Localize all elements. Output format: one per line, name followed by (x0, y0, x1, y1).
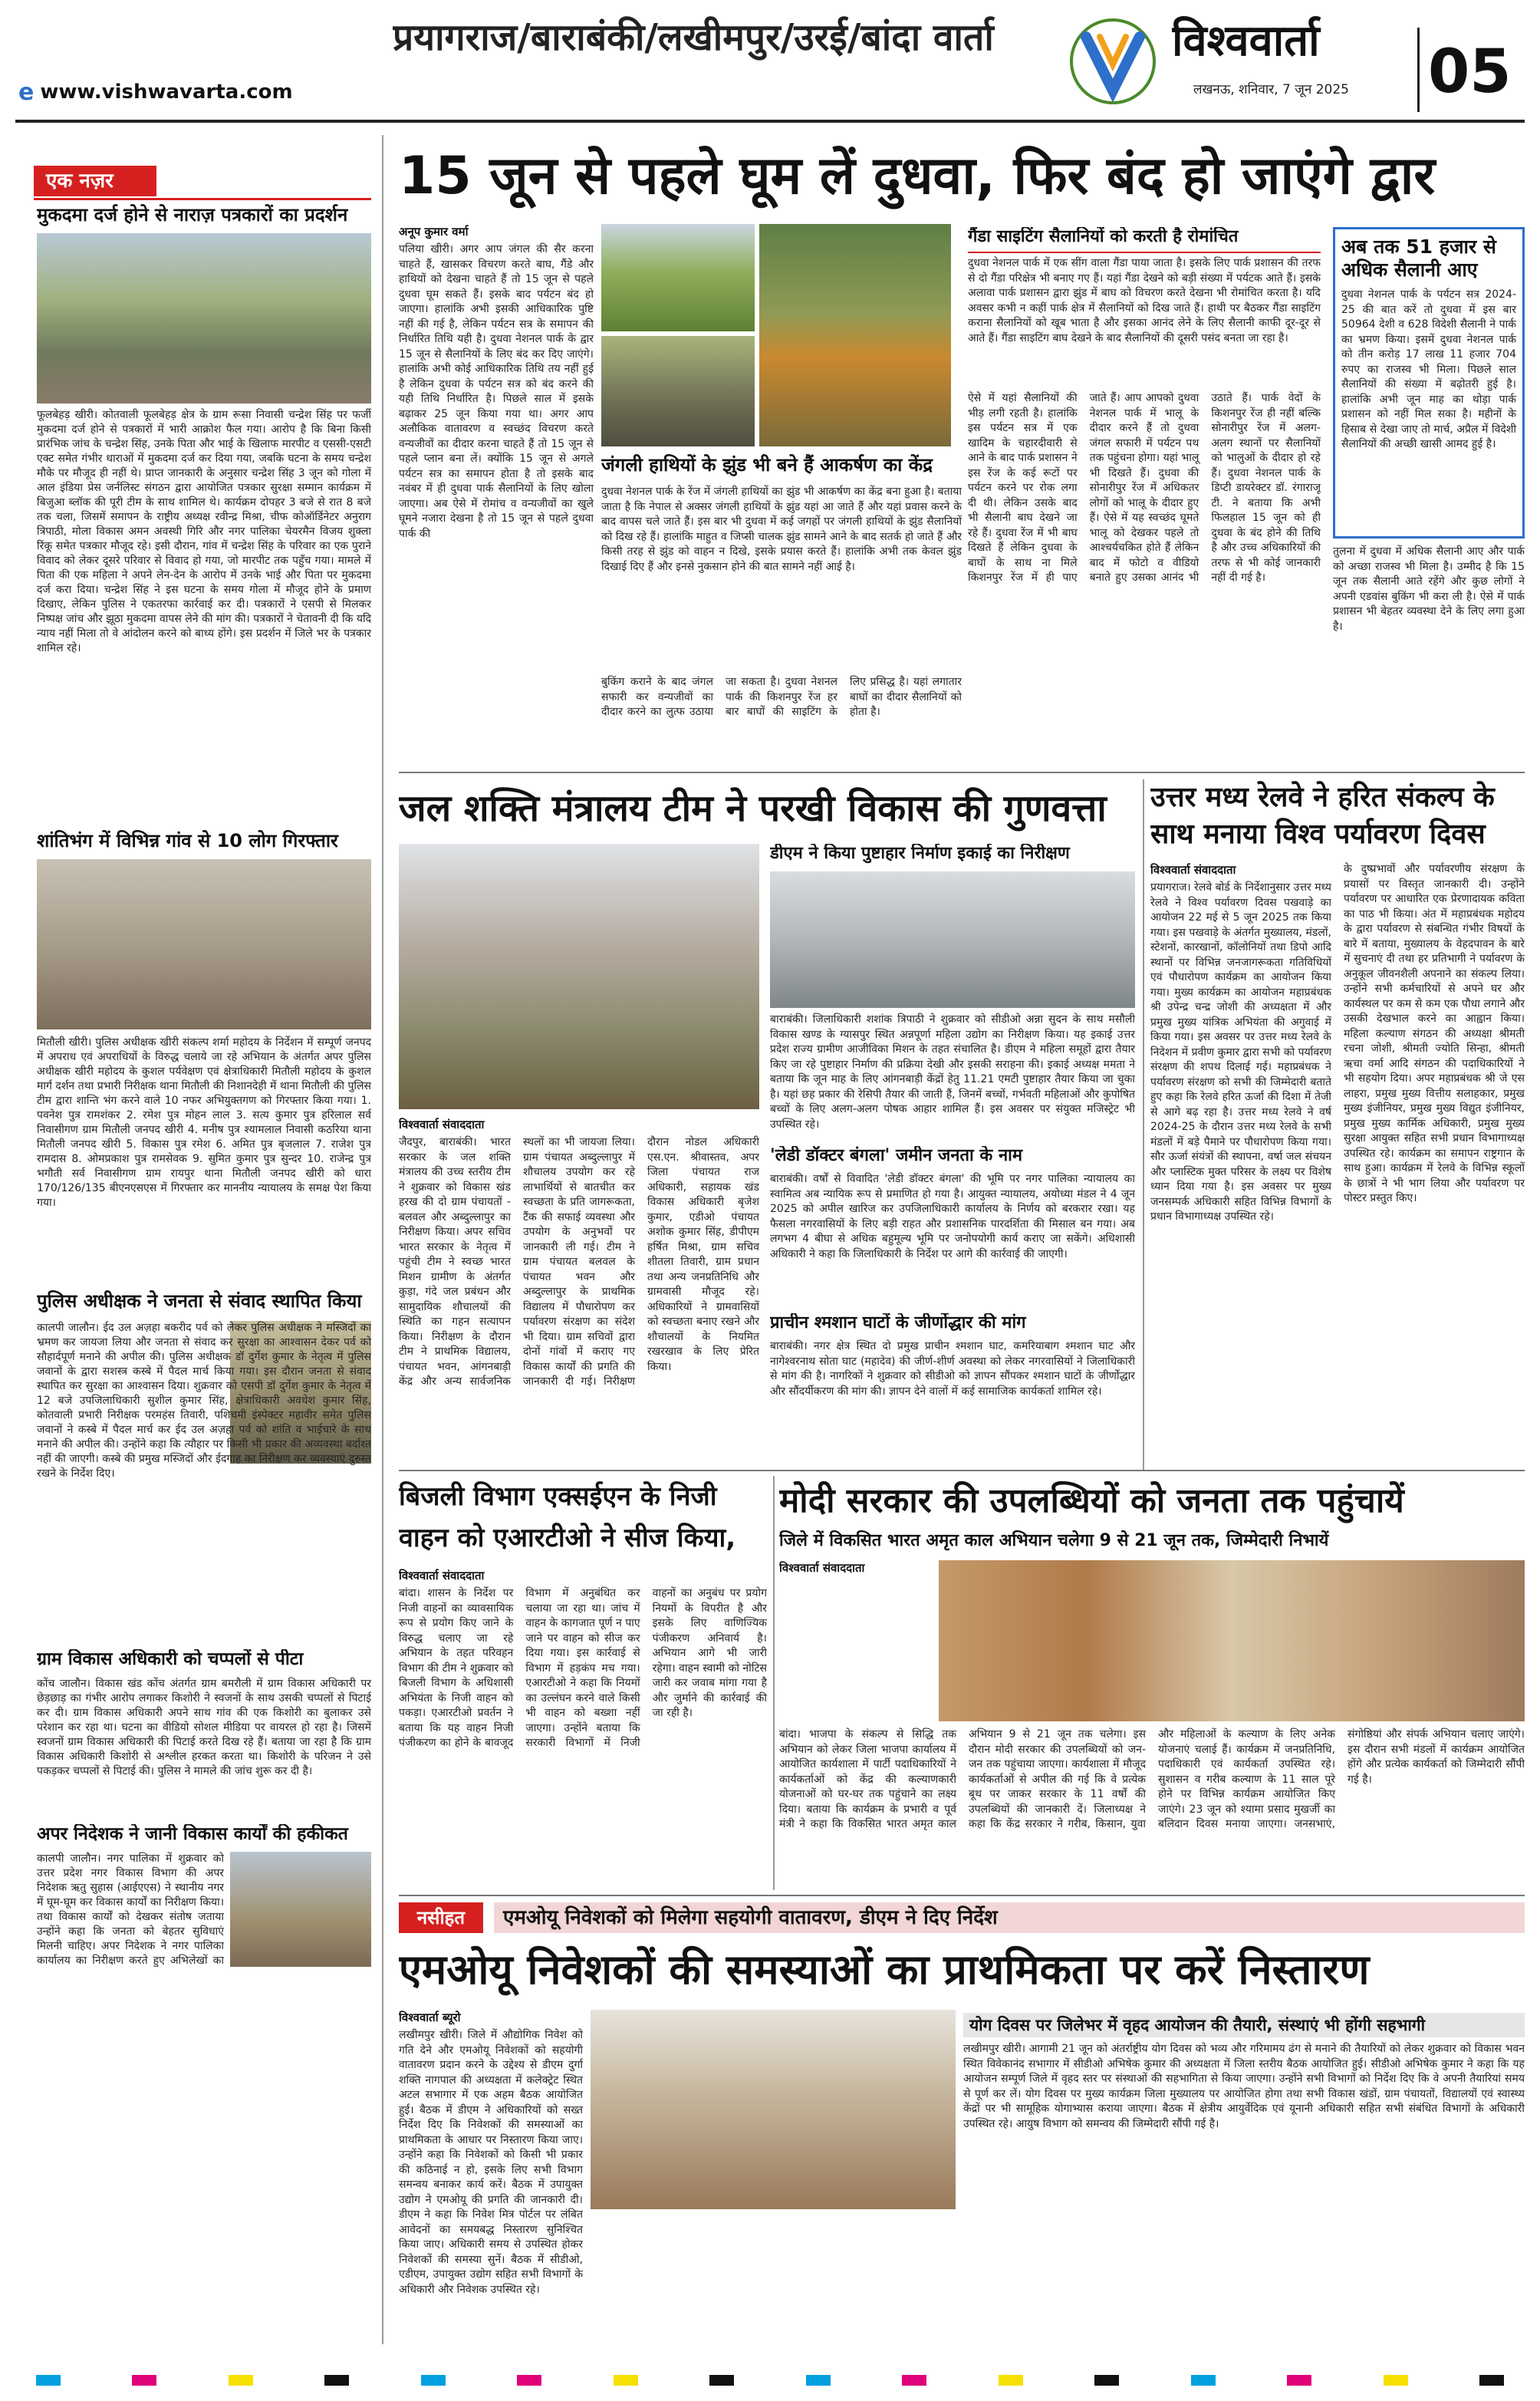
sidebar-story4-title: ग्राम विकास अधिकारी को चप्पलों से पीटा (37, 1649, 304, 1669)
sidebar-story4-body: कोंच जालौन। विकास खंड कोंच अंतर्गत ग्राम बमरौली में ग्राम विकास अधिकारी पर छेड़छाड़ का गंभीर आरोप लगाकर किशोरी ने स्वजनों के साथ उसकी चप्पलों से पिटाई कर दी। ग्राम विकास अधिकारी अपने साथ गांव की एक किशोरी का बुलाकर उसे परेशान कर रहा था। घटना का वीडियो सोशल मीडिया पर वायरल हो रहा है। जिसमें स्वजनों ग्राम विकास अधिकारी की पिटाई करते दिख रहे हैं। बताया जा रहा है कि ग्राम विकास अधिकारी किशोरी से अश्लील हरकत करता था। किशोरी के परिजन ने उसे पकड़कर चप्पलों से पिटाई की। पुलिस ने मामले की जांच शुरू कर दी है। (37, 1678, 371, 1777)
logo-icon (1055, 15, 1170, 107)
lead-bottom-rule (399, 772, 1525, 773)
nutrition-unit-body: बाराबंकी। जिलाधिकारी शशांक त्रिपाठी ने शुक्रवार को सीडीओ अन्ना सुदन के साथ मसौली विकास खण्ड के ग्यासपुर स्थित अन्नपूर्णा महिला उद्योग का निरीक्षण किया। यह इकाई उत्तर प्रदेश राज्य ग्रामीण आजीविका मिशन के तहत संचालित है। डीएम ने महिला समूहों द्वारा तैयार किए जा रहे पुष्टाहार निर्माण की प्रक्रिया देखी और इसकी सराहना की। इकाई अध्यक्ष ममता ने बताया कि जून माह के लिए आंगनबाड़ी केंद्रों हेतु 11.21 एमटी पुष्टाहार तैयार किया जा चुका है। यहां छह प्रकार की रेसिपी तैयार की जाती हैं, जिनमें बच्चों, गर्भवती महिलाओं और कुपोषित बच्चों के लिए अलग-अलग पोषक आहार शामिल हैं। इस अवसर पर संयुक्त मजिस्ट्रेट भी उपस्थित रहे। (770, 1013, 1135, 1131)
modi-subhead: जिले में विकसित भारत अमृत काल अभियान चलेगा 9 से 21 जून तक, जिम्मेदारी निभायें (779, 1531, 1329, 1550)
masthead-divider (1417, 28, 1420, 112)
modi-photo-workshop (939, 1560, 1525, 1721)
jal-photo-plantation (399, 844, 759, 1109)
color-mark (1384, 2375, 1408, 2386)
jal-headline: जल शक्ति मंत्रालय टीम ने परखी विकास की गुणवत्ता (399, 787, 1107, 830)
nutrition-unit-title: डीएम ने किया पुष्टाहार निर्माण इकाई का निरीक्षण (770, 844, 1070, 863)
lead-headline: 15 जून से पहले घूम लें दुधवा, फिर बंद हो जाएंगे द्वार (399, 146, 1436, 206)
sidebar-story1-title: मुकदमा दर्ज होने से नाराज़ पत्रकारों का प्रदर्शन (37, 204, 348, 226)
lead-photo-tiger (759, 224, 951, 446)
bijli-headline: बिजली विभाग एक्सईएन के निजी वाहन को एआरटीओ ने सीज किया, (399, 1481, 736, 1553)
color-mark (902, 2375, 926, 2386)
color-mark (1479, 2375, 1504, 2386)
color-mark (229, 2375, 253, 2386)
bungalow-body: बाराबंकी। वर्षों से विवादित 'लेडी डॉक्टर बंगला' की भूमि पर नगर पालिका न्यायालय का स्वामित्व अब न्यायिक रूप से प्रमाणित हो गया है। आयुक्त न्यायालय, अयोध्या मंडल ने 4 जून 2025 को अपील खारिज कर उपजिलाधिकारी कार्यालय के निर्णय को बरकरार रखा। यह फैसला नगरवासियों के लिए बड़ी राहत और प्रशासनिक पारदर्शिता की मिसाल बन गया। अब लगभग 4 बीघा से अधिक बहुमूल्य भूमि पर जनोपयोगी कार्य कराए जा सकेंगे। अधिशासी अधिकारी ने कहा कि जिलाधिकारी के निर्देश पर आगे की कार्रवाई की जाएगी। (770, 1173, 1135, 1260)
nutrition-unit-photo (770, 871, 1135, 1008)
tourist-stat-body: दुधवा नेशनल पार्क के पर्यटन सत्र 2024-25 की बात करें तो दुधवा में इस बार 50964 देशी व 628 विदेशी सैलानी ने पार्क का भ्रमण किया। इसमें दुधवा नेशनल पार्क को तीन करोड़ 17 लाख 11 हजार 704 रुपए का राजस्व भी मिला। पिछले साल सैलानियों की संख्या में बढ़ोतरी हुई है। हालांकि अभी जून माह का थोड़ा पार्क प्रशासन को नहीं मिल सका है। महीनों के हिसाब से देखा जाए तो मार्च, अप्रैल में विदेशी सैलानियों की अच्छी खासी आमद हुई है। (1341, 288, 1516, 450)
color-mark (421, 2375, 446, 2386)
mou-headline: एमओयू निवेशकों की समस्याओं का प्राथमिकता पर करें निस्तारण (399, 1945, 1370, 1994)
jal-byline: विश्ववार्ता संवाददाता (399, 1118, 485, 1131)
bijli-divider (773, 1476, 775, 1890)
tourist-stat-box (1333, 227, 1525, 538)
rail-byline: विश्ववार्ता संवाददाता (1150, 863, 1236, 877)
color-mark (999, 2375, 1023, 2386)
color-mark (709, 2375, 734, 2386)
modi-byline: विश्ववार्ता संवाददाता (779, 1561, 865, 1575)
lead-body-continued: बुकिंग कराने के बाद जंगल सफारी कर वन्यजीवों का दीदार करने का लुत्फ उठाया जा सकता है। दुधवा नेशनल पार्क की किशनपुर रेंज हर बार बाघों की साइटिंग के लिए प्रसिद्ध है। यहां लगातार बाघों का दीदार सैलानियों को होता है। (601, 676, 962, 718)
tourist-stat-title: अब तक 51 हजार से अधिक सैलानी आए (1341, 235, 1496, 281)
sidebar-story2-photo (37, 859, 371, 1029)
mou-tag: नसीहत (399, 1902, 483, 1933)
color-mark (517, 2375, 541, 2386)
modi-body: बांदा। भाजपा के संकल्प से सिद्धि तक अभियान को लेकर जिला भाजपा कार्यालय में आयोजित कार्यशाला में पार्टी पदाधिकारियों ने कार्यकर्ताओं को केंद्र की कल्याणकारी योजनाओं को घर-घर तक पहुंचाने का लक्ष्य दिया। बताया कि कार्यक्रम के प्रभारी व पूर्व मंत्री ने कहा कि विकसित भारत अमृत काल अभियान 9 से 21 जून तक चलेगा। इस दौरान मोदी सरकार की उपलब्धियों को जन-जन तक पहुंचाया जाएगा। कार्यशाला में मौजूद कार्यकर्ताओं से अपील की गई कि वे प्रत्येक बूथ पर जाकर सरकार के 11 वर्षों की उपलब्धियों की जानकारी दें। जिलाध्यक्ष ने कहा कि केंद्र सरकार ने गरीब, किसान, युवा और महिलाओं के कल्याण के लिए अनेक योजनाएं चलाई हैं। कार्यक्रम में जनप्रतिनिधि, पदाधिकारी एवं कार्यकर्ता उपस्थित रहे। सुशासन व गरीब कल्याण के 11 साल पूरे होने पर विभिन्न कार्यक्रम आयोजित किए जाएंगे। 23 जून को श्यामा प्रसाद मुखर्जी का बलिदान दिवस मनाया जाएगा। जनसभाएं, संगोष्ठियां और संपर्क अभियान चलाए जाएंगे। इस दौरान सभी मंडलों में कार्यक्रम आयोजित होंगे और प्रत्येक कार्यकर्ता को जिम्मेदारी सौंपी गई है। (779, 1728, 1525, 1830)
sidebar-story5-photo (230, 1852, 371, 1967)
sidebar-story3-title: पुलिस अधीक्षक ने जनता से संवाद स्थापित किया (37, 1290, 362, 1312)
yoga-body-lower (963, 2209, 1525, 2350)
cremation-body: बाराबंकी। नगर क्षेत्र स्थित दो प्रमुख प्राचीन श्मशान घाट, कमरियाबाग श्मशान घाट और नागेश्वरनाथ सोता घाट (महादेव) की जीर्ण-शीर्ण अवस्था को लेकर नगरवासियों ने जिलाधिकारी से मांग की है। नागरिकों ने शुक्रवार को सीडीओ को ज्ञापन सौंपकर श्मशान घाटों के जीर्णोद्धार और सौंदर्यीकरण की मांग की। ज्ञापन देने वालों में कई सामाजिक कार्यकर्ता शामिल रहे। (770, 1340, 1135, 1398)
elephant-caption: जंगली हाथियों के झुंड भी बने हैं आकर्षण का केंद्र (601, 454, 933, 476)
bijli-byline: विश्ववार्ता संवाददाता (399, 1569, 485, 1583)
mou-byline: विश्ववार्ता ब्यूरो (399, 2011, 461, 2024)
jal-body: जैदपुर, बाराबंकी। भारत सरकार के जल शक्ति मंत्रालय की उच्च स्तरीय टीम ने शुक्रवार को विकास खंड हरख की दो ग्राम पंचायतों - बलवल और अब्दुल्लापुर का निरीक्षण किया। अपर सचिव भारत सरकार के नेतृत्व में पहुंची टीम ने स्वच्छ भारत मिशन ग्रामीण के अंतर्गत कुड़ा, गंदे जल प्रबंधन और सामुदायिक शौचालयों की स्थिति का गहन सत्यापन किया। निरीक्षण के दौरान टीम ने प्राथमिक विद्यालय, पंचायत भवन, आंगनबाड़ी केंद्र और अन्य सार्वजनिक स्थलों का भी जायजा लिया। ग्राम पंचायत अब्दुल्लापुर में शौचालय उपयोग कर रहे लाभार्थियों से बातचीत कर स्वच्छता के प्रति जागरूकता, टैंक की सफाई व्यवस्था और उपयोग के अनुभवों पर जानकारी ली गई। टीम ने ग्राम पंचायत बलवल के पंचायत भवन और अब्दुल्लापुर के प्राथमिक विद्यालय में पौधारोपण कर पर्यावरण संरक्षण का संदेश भी दिया। ग्राम सचिवों द्वारा दोनों गांवों में कराए गए विकास कार्यों की प्रगति की जानकारी दी गई। निरीक्षण दौरान नोडल अधिकारी एस.एन. श्रीवास्तव, अपर जिला पंचायत राज अधिकारी, सहायक खंड विकास अधिकारी बृजेश कुमार, एडीओ पंचायत अशोक कुमार सिंह, डीपीएम हर्षित मिश्रा, ग्राम सचिव शीतला तिवारी, ग्राम प्रधान तथा अन्य जनप्रतिनिधि और ग्रामवासी मौजूद रहे। अधिकारियों ने ग्रामवासियों को स्वच्छता बनाए रखने और शौचालयों के नियमित रखरखाव के लिए प्रेरित किया। (399, 1136, 759, 1388)
modi-body-left (779, 1580, 933, 1721)
paper-name: विश्ववार्ता (1172, 16, 1320, 66)
color-registration-bar (0, 2369, 1540, 2392)
rail-body-continued: के दुष्प्रभावों और पर्यावरणीय संरक्षण के प्रयासों पर विस्तृत जानकारी दी। उन्होंने पर्यावरण पर आधारित एक प्रेरणादायक कविता का पाठ भी किया। अंत में महाप्रबंधक महोदय के द्वारा पर्यावरण से संबन्धित गंभीर विषयों के बारे में बताया, मुख्यालय के वेहदपावन के बारे में सुचनाएं दी तथा हर प्रतिभागी ने पर्यावरण के अनुकूल जीवनशैली अपनाने का संकल्प लिया। उन्होंने सभी कर्मचारियों से अपने घर और कार्यस्थल पर कम से कम एक पौधा लगाने और उसकी देखभाल करने का आह्वान किया। महिला कल्याण संगठन की अध्यक्षा श्रीमती रचना जोशी, श्रीमती ज्योति सिन्हा, श्रीमती ऋचा वर्मा आदि संगठन की पदाधिकारियों ने भी सहयोग दिया। अपर महाप्रबंधक श्री जे एस लाहरा, प्रमुख मुख्य वित्तीय सलाहकार, प्रमुख मुख्य इंजीनियर, प्रमुख मुख्य विद्युत इंजीनियर, प्रमुख मुख्य कार्मिक अधिकारी, प्रमुख मुख्य सुरक्षा आयुक्त सहित सभी प्रधान विभागाध्यक्ष उपस्थित रहे। कार्यक्रम का समापन राष्ट्रगान के साथ हुआ। कार्यक्रम में रेलवे के विभिन्न स्कूलों के छात्रों ने भी भाग लिया और पर्यावरण पर पोस्टर प्रस्तुत किए। (1344, 863, 1525, 1204)
color-mark (1191, 2375, 1216, 2386)
mou-photo-meeting (591, 2010, 956, 2209)
sidebar-story5-body: कालपी जालौन। नगर पालिका में शुक्रवार को उत्तर प्रदेश नगर विकास विभाग की अपर निदेशक ऋतु सुहास (आईएएस) ने स्थानीय नगर में घूम-घूम कर विकास कार्यों का निरीक्षण किया। तथा विकास कार्यों को देखकर संतोष जताया उन्होंने कहा कि जनता को बेहतर सुविधाएं मिलनी चाहिए। अपर निदेशक ने नगर पालिका कार्यालय का निरीक्षण करते हुए अभिलेखों का (37, 1853, 224, 1967)
dateline: लखनऊ, शनिवार, 7 जून 2025 (1193, 82, 1349, 97)
lead-byline: अनूप कुमार वर्मा (399, 225, 469, 239)
elephant-caption-body: दुधवा नेशनल पार्क के रेंज में जंगली हाथियों का झुंड भी आकर्षण का केंद्र बना हुआ है। बताया जाता है कि नेपाल से अक्सर जंगली हाथियों के झुंड यहां आ जाते हैं और यहां प्रवास करने के बाद वापस चले जाते हैं। इस बार भी दुधवा में कई जगहों पर जंगली हाथियों के झुंड सैलानियों को दिख रहे हैं। हालांकि माहुत व जिप्सी चालक झुंड सामने आने के बाद सतर्क हो जाते हैं और किसी तरह से झुंड को वाहन न दिखे, इसके प्रयास करते हैं। हालांकि अभी तक केवल झुंड दिखाई दिए हैं और इनसे नुकसान होने की बात सामने नहीं आई है। (601, 486, 962, 573)
tourist-stat-after: तुलना में दुधवा में अधिक सैलानी आए और पार्क को अच्छा राजस्व भी मिला है। उम्मीद है कि 15 जून तक सैलानी आते रहेंगे और कुछ लोगों ने अपनी एडवांस बुकिंग भी करा ली है। ऐसे में पार्क प्रशासन भी बेहतर व्यवस्था देने के लिए लगा हुआ है। (1333, 545, 1525, 633)
sidebar-story2-body: मितौली खीरी। पुलिस अधीक्षक खीरी संकल्प शर्मा महोदय के निर्देशन में सम्पूर्ण जनपद में अपराध एवं अपराधियों के विरुद्ध चलाये जा रहे अभियान के अंतर्गत अपर पुलिस अधीक्षक खीरी महोदय के कुशल पर्यवेक्षण एवं क्षेत्राधिकारी मितौली महोदय के कुशल मार्ग दर्शन तथा प्रभारी निरीक्षक थाना मितौली की निशानदेही में थाना मितौली की पुलिस टीम द्वारा शान्ति भंग करने वाले 10 नफर अभियुक्तगण को गिरफ्तार किया गया। 1. पवनेश पुत्र रामशंकर 2. रमेश पुत्र मोहन लाल 3. सत्य कुमार पुत्र हरिलाल सर्व निवासीगण ग्राम मितौली जनपद खीरी 4. मनीष पुत्र श्यामलाल निवासी कठरिया थाना मितौली जनपद खीरी 5. विकास पुत्र रमेश 6. अमित पुत्र बृजलाल 7. राजेश पुत्र रामदास 8. ओमप्रकाश पुत्र रामसेवक 9. सुमित कुमार पुत्र सुन्दर 10. राजेन्द्र पुत्र भगौती सर्व निवासीगण ग्राम रायपुर थाना मितौली जनपद खीरी को धारा 170/126/135 बीएनएसएस में गिरफ्तार कर माननीय न्यायालय के समक्ष पेश किया गया। (37, 1036, 371, 1209)
sidebar-story5-title: अपर निदेशक ने जानी विकास कार्यों की हकीकत (37, 1824, 348, 1844)
lead-body: पलिया खीरी। अगर आप जंगल की सैर करना चाहते हैं, खासकर विचरण करते बाघ, गैंडे और हाथियों को देखना चाहते हैं तो 15 जून से पहले दुधवा घूम सकते हैं। इसके बाद पर्यटन बंद हो जाएगा। हालांकि अभी इसकी आधिकारिक पुष्टि नहीं की गई है, लेकिन पर्यटन सत्र के समापन की निर्धारित तिथि यही है। दुधवा नेशनल पार्क के द्वार 15 जून से सैलानियों के लिए बंद कर दिए जाएंगे। हालांकि अभी कोई आधिकारिक तिथि तय नहीं हुई है लेकिन दुधवा के पर्यटन सत्र को बंद करने की यही तिथि निर्धारित है। पिछले साल में इसके बढ़ाकर 25 जून किया गया था। अगर आप अलौकिक वातावरण व स्वच्छंद विचरण करते वन्यजीवों का दीदार करना चाहते हैं तो 15 जून से पहले प्लान बना लें। क्योंकि 15 जून से अगले पर्यटन सत्र का समापन होता है तो इसके बाद नवंबर में ही दुधवा पार्क सैलानियों के लिए खोला जाएगा। अब ऐसे में रोमांच व वन्यजीवों का खुले घूमने नजारा देखना है तो 15 जून से पहले दुधवा पार्क की (399, 243, 594, 540)
lead-photo-elephant-safari (601, 224, 755, 331)
sidebar-story2-title: शांतिभंग में विभिन्न गांव से 10 लोग गिरफ्तार (37, 830, 338, 851)
color-mark (324, 2375, 349, 2386)
paper-logo (1055, 15, 1170, 107)
sidebar-story1-body: फूलबेहड़ खीरी। कोतवाली फूलबेहड़ क्षेत्र के ग्राम रूसा निवासी चन्द्रेश सिंह पर फर्जी मुकदमा दर्ज होने से पत्रकारों में भारी आक्रोश फैल गया। आरोप है कि बिना किसी प्रारंभिक जांच के चन्द्रेश सिंह, उनके पिता और भाई के खिलाफ मारपीट व एससी-एसटी एक्ट समेत गंभीर धाराओं में मुकदमा दर्ज कर दिया गया, जबकि घटना के समय चन्द्रेश मौके पर मौजूद ही नहीं थे। प्राप्त जानकारी के अनुसार चन्द्रेश सिंह 3 जून को गोला में आल इंडिया प्रेस जर्नलिस्ट संगठन द्वारा आयोजित पत्रकार सुरक्षा सम्मान कार्यक्रम में बिजुआ ब्लॉक की पूरी टीम के साथ शामिल थे। कार्यक्रम दोपहर 3 बजे से रात 8 बजे तक चला, जिसमें समापन के राष्ट्रीय अध्यक्ष रवीन्द्र मिश्रा, चीफ कोऑर्डिनेटर अनुराग त्रिपाठी, मोला विकास अमन अवस्थी गिरि और नगर पालिका चेयरमैन विजय शुक्ला रिंकू समेत पत्रकार मौजूद रहे। इसी दौरान, गांव में चन्द्रेश सिंह के परिवार का एक पुराने विवाद को लेकर दूसरे परिवार से विवाद हो गया, जो मारपीट तक पहुँच गया। मामले में पिता की एक महिला ने अपने लेन-देन के आरोप में उनके भाई और पिता पर मुकदमा दर्ज करा दिया। चन्द्रेश सिंह ने इस घटना के समय गोला में मौजूद होने के प्रमाण दिखाए, लेकिन पुलिस ने एकतरफा कार्रवाई कर दी। पत्रकारों ने एसपी से मिलकर निष्पक्ष जांच और झूठा मुकदमा वापस लेने की मांग की। पत्रकारों ने चेतावनी दी कि यदि न्याय नहीं मिला तो वे आंदोलन करने को बाध्य होंगे। इस प्रदर्शन में जिले भर के पत्रकार शामिल रहे। (37, 409, 371, 654)
page-number: 05 (1428, 38, 1512, 107)
rhino-box-columns: ऐसे में यहां सैलानियों की भीड़ लगी रहती है। हालांकि इस पर्यटन सत्र में एक खादिम के चहारदीवारी से आने के बाद पार्क प्रशासन ने इस रेंज के कई रूटों पर पर्यटन करने पर रोक लगा दी थी। लेकिन उसके बाद भी सैलानी बाघ देखने जा रहे हैं। दुधवा रेंज में भी बाघ दिखते हैं लेकिन दुधवा के बाघों के साथ ना मिले किशनपुर रेंज में ही पाए जाते हैं। आप आपको दुधवा नेशनल पार्क में भालू के दीदार करने हैं तो दुधवा जंगल सफारी में पर्यटन पथ तक पहुंचना होगा। यहां भालू भी दिखते हैं। दुधवा की सोनारीपुर रेंज में अधिकतर लोगों को भालू के दीदार हुए हैं। ऐसे में यह स्वच्छंद घूमते भालू को देखकर पहले तो आश्चर्यचकित होते हैं लेकिन बाद में फोटो व वीडियो बनाते हुए उसका आनंद भी उठाते हैं। पार्क वेदों के किशनपुर रेंज ही नहीं बल्कि सोनारीपुर रेंज में अलग-अलग स्थानों पर सैलानियों को भालुओं के दीदार हो रहे हैं। दुधवा नेशनल पार्क के डिप्टी डायरेक्टर डॉ. रंगाराजू टी. ने बताया कि अभी फिलहाल 15 जून को ही दुधवा के बंद होने की तिथि है और उच्च अधिकारियों की तरफ से भी कोई जानकारी नहीं दी गई है। (968, 392, 1321, 584)
mou-kicker: एमओयू निवेशकों को मिलेगा सहयोगी वातावरण, डीएम ने दिए निर्देश (494, 1902, 1525, 1933)
yoga-body: लखीमपुर खीरी। आगामी 21 जून को अंतर्राष्ट्रीय योग दिवस को भव्य और गरिमामय ढंग से मनाने की तैयारियों को लेकर शुक्रवार को विकास भवन स्थित विवेकानंद सभागार में सीडीओ अभिषेक कुमार की अध्यक्षता में जिला स्तरीय बैठक आयोजित हुई। सीडीओ अभिषेक कुमार ने कहा कि यह आयोजन सम्पूर्ण जिले में वृहद स्तर पर संस्थाओं की सहभागिता से किया जाएगा। उन्होंने सभी विभागों को निर्देश दिए कि वे अपनी तैयारियां समय से पूर्ण कर लें। योग दिवस पर मुख्य कार्यक्रम जिला मुख्यालय पर आयोजित होगा तथा सभी विकास खंडों, ग्राम पंचायतों, विद्यालयों एवं स्वास्थ्य केंद्रों पर भी सामूहिक योगाभ्यास कराया जाएगा। बैठक में क्षेत्रीय आयुर्वेदिक एवं यूनानी अधिकारी सहित सभी संबंधित विभागों के अधिकारी उपस्थित रहे। आयुष विभाग को समन्वय की जिम्मेदारी सौंपी गई है। (963, 2043, 1525, 2130)
masthead-rule (15, 120, 1525, 123)
lower-rule (399, 1895, 1525, 1896)
lead-photo-rhino (601, 336, 755, 446)
col-divider-right (1143, 779, 1144, 1470)
website-link[interactable] (18, 77, 371, 107)
sidebar-story5-body-cont (37, 1971, 371, 2340)
cremation-title: प्राचीन श्मशान घाटों के जीर्णोद्धार की मांग (770, 1313, 1026, 1332)
masthead-cities: प्रयागराज/बाराबंकी/लखीमपुर/उरई/बांदा वार्ता (393, 16, 994, 59)
modi-headline: मोदी सरकार की उपलब्धियों को जनता तक पहुंचायें (779, 1481, 1404, 1520)
browser-icon: e (18, 78, 35, 106)
color-mark (1094, 2375, 1119, 2386)
sidebar-heading: एक नज़र (34, 166, 156, 196)
sidebar-story3-body: कालपी जालौन। ईद उल अज़हा बकरीद पर्व को लेकर पुलिस अधीक्षक ने मस्जिदों का भ्रमण कर जायजा लिया और जनता से संवाद कर सुरक्षा का आश्वासन देकर पर्व को सौहार्दपूर्ण मनाने की अपील की। पुलिस अधीक्षक डॉ दुर्गेश कुमार के नेतृत्व में पुलिस जवानों के द्वारा सशस्त्र कस्बे में पैदल मार्च किया गया। इस दौरान जनता से संवाद स्थापित कर सुरक्षा का आश्वासन दिया। शुक्रवार को एसपी डॉ दुर्गेश कुमार के नेतृत्व में 12 बजे उपजिलाधिकारी सुशील कुमार सिंह, क्षेत्राधिकारी अवधेश कुमार सिंह, कोतवाली प्रभारी निरीक्षक परमहंस तिवारी, पशिचमी इंस्पेक्टर महावीर समेत पुलिस जवानों ने कस्बे में पैदल मार्च कर ईद उल अज़हा पर्व को शांति व भाईचारे के साथ मनाने की अपील की। उन्होंने कहा कि त्यौहार पर किसी भी प्रकार की अव्यवस्था बर्दाश्त नहीं की जाएगी। कस्बे की प्रमुख मस्जिदों और ईदगाह का निरीक्षण कर व्यवस्थाएं दुरुस्त रखने के निर्देश दिए। (37, 1322, 371, 1480)
bijli-body: बांदा। शासन के निर्देश पर निजी वाहनों का व्यावसायिक रूप से प्रयोग किए जाने के विरुद्ध चलाए जा रहे अभियान के तहत परिवहन विभाग की टीम ने शुक्रवार को बिजली विभाग के अधिशासी अभियंता के निजी वाहन को पकड़ा। एआरटीओ प्रवर्तन ने बताया कि यह वाहन निजी पंजीकरण का होने के बावजूद विभाग में अनुबंधित कर चलाया जा रहा था। जांच में वाहन के कागजात पूर्ण न पाए जाने पर वाहन को सीज कर दिया गया। इस कार्रवाई से विभाग में हड़कंप मच गया। एआरटीओ ने कहा कि नियमों का उल्लंघन करने वाले किसी भी वाहन को बख्शा नहीं जाएगा। उन्होंने बताया कि सरकारी विभागों में निजी वाहनों का अनुबंध पर प्रयोग नियमों के विपरीत है और इसके लिए वाणिज्यिक पंजीकरण अनिवार्य है। अभियान आगे भी जारी रहेगा। वाहन स्वामी को नोटिस जारी कर जवाब मांगा गया है और जुर्माने की कार्रवाई की जा रही है। (399, 1587, 767, 1749)
rail-headline: उत्तर मध्य रेलवे ने हरित संकल्प के साथ मनाया विश्व पर्यावरण दिवस (1150, 782, 1495, 850)
color-mark (132, 2375, 156, 2386)
yoga-title: योग दिवस पर जिलेभर में वृहद आयोजन की तैयारी, संस्थाएं भी होंगी सहभागी (963, 2013, 1525, 2037)
bungalow-title: 'लेडी डॉक्टर बंगला' जमीन जनता के नाम (770, 1146, 1023, 1165)
color-mark (614, 2375, 638, 2386)
sidebar-story1-photo (37, 233, 371, 403)
mou-body-col1: लखीमपुर खीरी। जिले में औद्योगिक निवेश को गति देने और एमओयू निवेशकों को सहयोगी वातावरण प्रदान करने के उद्देश्य से डीएम दुर्गा शक्ति नागपाल की अध्यक्षता में कलेक्ट्रेट स्थित अटल सभागार में एक अहम बैठक आयोजित हुई। बैठक में डीएम ने अधिकारियों को सख्त निर्देश दिए कि निवेशकों की समस्याओं का प्राथमिकता के आधार पर निस्तारण किया जाए। उन्होंने कहा कि निवेशकों को किसी भी प्रकार की कठिनाई न हो, इसके लिए सभी विभाग समन्वय बनाकर कार्य करें। बैठक में उपायुक्त उद्योग ने एमओयू की प्रगति की जानकारी दी। डीएम ने कहा कि निवेश मित्र पोर्टल पर लंबित आवेदनों का समयबद्ध निस्तारण सुनिश्चित किया जाए। अधिकारी समय से उपस्थित होकर निवेशकों की समस्या सुनें। बैठक में सीडीओ, एडीएम, उपायुक्त उद्योग सहित सभी विभागों के अधिकारी और निवेशक उपस्थित रहे। (399, 2029, 583, 2296)
sidebar-heading-rule (34, 198, 371, 200)
rhino-box-title: गैंडा साइटिंग सैलानियों को करती है रोमांचित (968, 227, 1321, 253)
color-mark (1287, 2375, 1311, 2386)
rail-body: प्रयागराज। रेलवे बोर्ड के निर्देशानुसार उत्तर मध्य रेलवे ने विश्व पर्यावरण दिवस पखवाड़े का आयोजन 22 मई से 5 जून 2025 तक किया गया। इस पखवाड़े के अंतर्गत मुख्यालय, मंडलों, स्टेशनों, कारखानों, कॉलोनियों तथा डिपो आदि स्थानों पर विभिन्न जनजागरूकता गतिविधियों एवं पौधारोपण कार्यक्रम का आयोजन किया गया। मुख्य कार्यक्रम का आयोजन महाप्रबंधक श्री उपेन्द्र चन्द्र जोशी की अध्यक्षता में और प्रमुख मुख्य यांत्रिक अभियंता की अगुवाई में किया गया। इस अवसर पर उत्तर मध्य रेलवे के निदेशन में प्रवीण कुमार द्वारा सभी को पर्यावरण संरक्षण की शपथ दिलाई गई। महाप्रबंधक ने पर्यावरण संरक्षण को सभी की जिम्मेदारी बताते हुए कहा कि रेलवे हरित ऊर्जा की दिशा में तेजी से आगे बढ़ रहा है। उत्तर मध्य रेलवे ने वर्ष 2024-25 के दौरान उत्तर मध्य रेलवे के सभी मंडलों में बड़े पैमाने पर पौधारोपण किया गया। सौर ऊर्जा संयंत्रों की स्थापना, वर्षा जल संचयन और प्लास्टिक मुक्त परिसर के लक्ष्य पर विशेष ध्यान दिया गया है। इस अवसर पर मुख्य जनसम्पर्क अधिकारी सहित विभिन्न विभागों के प्रधान विभागाध्यक्ष उपस्थित रहे। (1150, 881, 1331, 1223)
mid-rule (399, 1470, 1525, 1471)
rhino-box-body: दुधवा नेशनल पार्क में एक सींग वाला गैंडा पाया जाता है। इसके लिए पार्क प्रशासन की तरफ से दो गैंडा परिक्षेत्र भी बनाए गए हैं। यहां गैंडा देखने को बड़ी संख्या में पर्यटक आते हैं। इसके अलावा पार्क प्रशासन द्वारा झुंड में बाघ को विचरण करते देखना भी रोमांचित करता है। यदि अवसर कभी न कहीं पार्क क्षेत्र में सैलानियों को दिख जाते हैं। हाथी पर बैठकर गैंडा साइटिंग कराना सैलानियों को खूब भाता है और इसका आनंद लेने के लिए सैलानी काफी दूर-दूर से आते हैं। गैंडा साइटिंग बाघ देखने के बाद सैलानियों की दूसरी पसंद बनता जा रहा है। (968, 257, 1321, 344)
sidebar-divider (382, 135, 383, 2344)
website-url: www.vishwavarta.com (40, 81, 293, 104)
mou-body-lower (591, 2215, 956, 2350)
color-mark (36, 2375, 61, 2386)
color-mark (806, 2375, 831, 2386)
